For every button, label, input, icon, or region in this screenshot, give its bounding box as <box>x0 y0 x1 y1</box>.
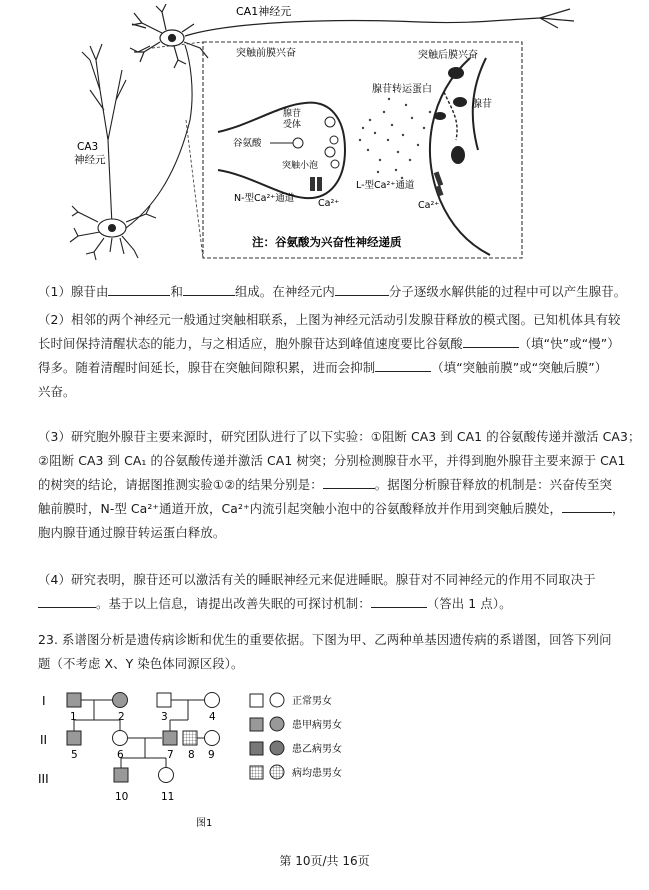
num-11: 11 <box>161 791 175 803</box>
legend-both: 病均患男女 <box>292 768 342 779</box>
generation-III: III <box>38 772 49 786</box>
legend-disease-a: 患甲病男女 <box>292 720 342 731</box>
ca1-label: CA1神经元 <box>236 5 292 18</box>
postsyn-label: 突触后膜兴奋 <box>418 50 478 61</box>
legend-disease-b: 患乙病男女 <box>292 744 342 755</box>
question-4: （4）研究表明，腺苷还可以激活有关的睡眠神经元来促进睡眠。腺苷对不同神经元的作用不同取决于 。基于以上信息，请提出改善失眠的可探讨机制： （答出 1 点）。 <box>38 572 596 611</box>
generation-II: II <box>40 733 48 747</box>
presyn-label: 突触前膜兴奋 <box>236 48 296 59</box>
individual-5 <box>67 731 81 745</box>
question-23: 23. 系谱图分析是遗传病诊断和优生的重要依据。下图为甲、乙两种单基因遗传病的系谱图，回答下列问 题（不考虑 X、Y 染色体同源区段）。 <box>38 632 612 671</box>
ltype-label: L-型Ca²⁺通道 <box>356 180 415 191</box>
ca3-label-1: CA3 <box>77 141 99 153</box>
figure-note: 注：谷氨酸为兴奋性神经递质 <box>252 235 402 249</box>
num-8: 8 <box>188 749 195 761</box>
page-footer: 第 10页/共 16页 <box>279 854 370 868</box>
num-9: 9 <box>208 749 215 761</box>
ca1-neuron <box>130 4 574 68</box>
num-5: 5 <box>71 749 78 761</box>
transporter-label: 腺苷转运蛋白 <box>372 84 432 95</box>
vesicle-label: 突触小泡 <box>282 161 319 171</box>
num-4: 4 <box>209 711 216 723</box>
zoom-box <box>203 42 522 258</box>
neuron-synapse-figure <box>0 0 649 270</box>
individual-6 <box>113 731 128 746</box>
individual-8 <box>183 731 197 745</box>
ca3-label-2: 神经元 <box>74 154 106 166</box>
pedigree-figure <box>0 680 649 830</box>
individual-4-normal-female <box>205 693 220 708</box>
question-2: （2）相邻的两个神经元一般通过突触相联系，上图为神经元活动引发腺苷释放的模式图。已知机体具有较 长时间保持清醒状态的能力，与之相适应，胞外腺苷达到峰值速度要比谷氨酸 （填“快”或“慢”） 得多。随着清醒时间延长，腺苷在突触间隙积累，进而会抑制 （填“突触前膜”或“突触后膜”） 兴奋。 <box>38 312 621 399</box>
glutamate-label: 谷氨酸 <box>233 138 262 149</box>
num-10: 10 <box>115 791 129 803</box>
question-3: （3）研究胞外腺苷主要来源时，研究团队进行了以下实验：①阻断 CA3 到 CA1 的谷氨酸传递并激活 CA3； ②阻断 CA3 到 CA₁ 的谷氨酸传递并激活 CA1 树突；分别检测腺苷水平，并得到胞外腺苷主要来源于 CA1 的树突的结论，请据图推测实验①②的结果分别是： 。据图分析腺苷释放的机制是：兴奋传至突 触前膜时，N-型 Ca²⁺通道开放，Ca²⁺内流引起突触小泡中的谷氨酸释放并作用到突触后膜处， ， 胞内腺苷通过腺苷转运蛋白释放。 <box>38 429 641 540</box>
question-1: （1）腺苷由 和 组成。在神经元内 分子逐级水解供能的过程中可以产生腺苷。 <box>38 280 634 304</box>
ca-label-1: Ca²⁺ <box>318 198 340 209</box>
num-2: 2 <box>118 711 125 723</box>
ca-label-2: Ca²⁺ <box>418 200 440 211</box>
ntype-label: N-型Ca²⁺通道 <box>234 193 295 204</box>
individual-2-affected-female <box>113 693 128 708</box>
individual-9 <box>205 731 220 746</box>
individual-1-affected-male <box>67 693 81 707</box>
individual-10 <box>114 768 128 782</box>
num-6: 6 <box>117 749 124 761</box>
adenosine-receptor-label-2: 受体 <box>283 120 302 130</box>
pedigree-caption: 图1 <box>196 818 213 829</box>
individual-3-normal-male <box>157 693 171 707</box>
num-7: 7 <box>167 749 174 761</box>
adenosine-receptor-label-1: 腺苷 <box>283 109 302 119</box>
individual-11 <box>159 768 174 783</box>
pedigree-legend <box>250 693 342 779</box>
individual-7 <box>163 731 177 745</box>
num-3: 3 <box>161 711 168 723</box>
adenosine-label: 腺苷 <box>472 99 492 110</box>
legend-normal: 正常男女 <box>292 696 332 707</box>
num-1: 1 <box>70 711 77 723</box>
generation-I: I <box>42 694 46 708</box>
glutamate-dots <box>359 98 431 179</box>
